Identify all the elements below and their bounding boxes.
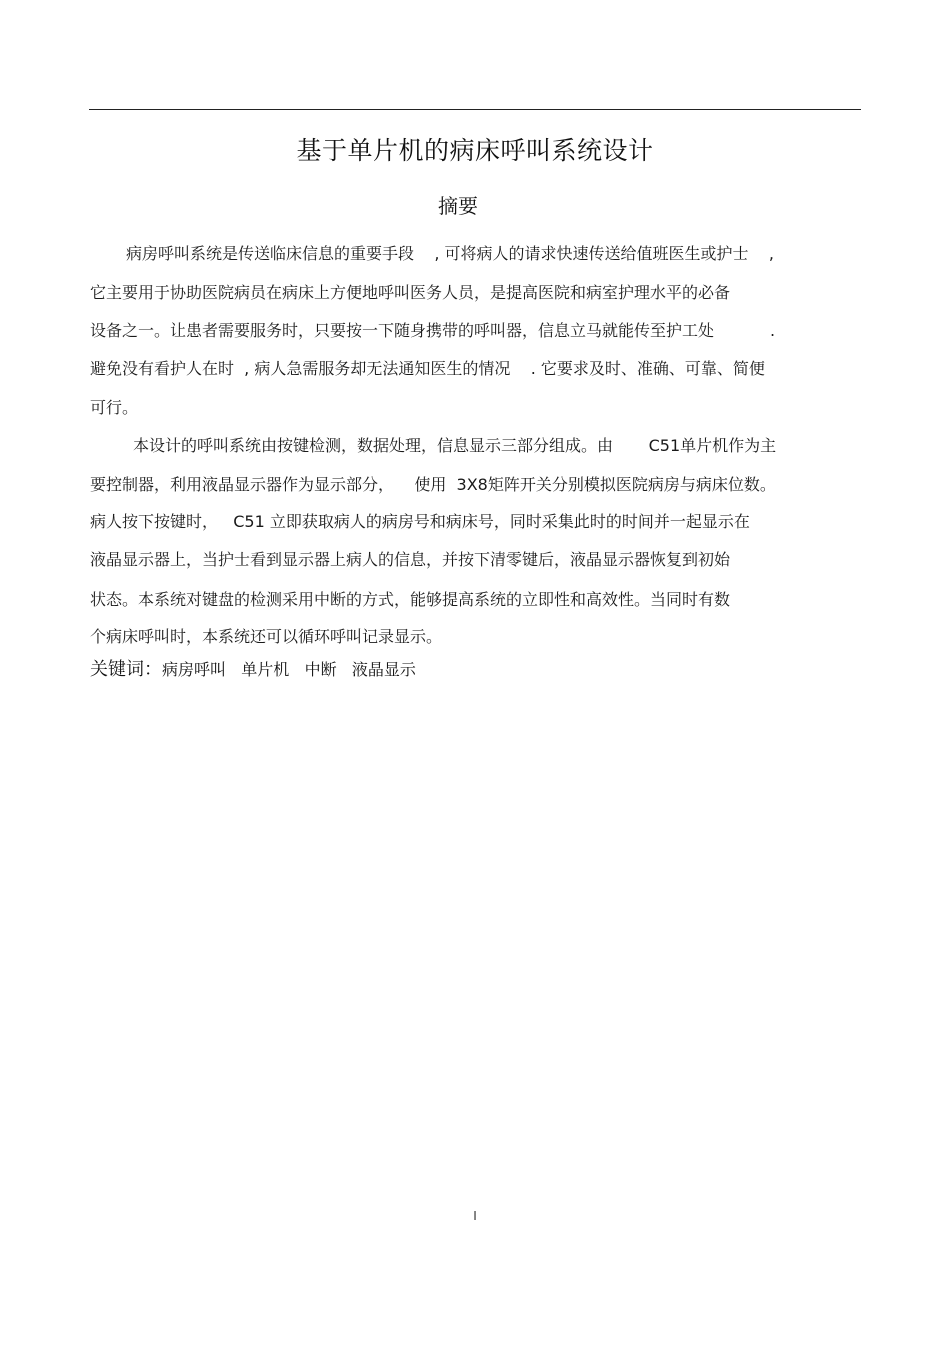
keyword: 病房呼叫 <box>162 660 227 679</box>
paragraph-line: 设备之一。让患者需要服务时，只要按一下随身携带的呼叫器，信息立马就能传至护工处 . <box>90 321 776 340</box>
keywords-label: 关键词： <box>90 659 162 680</box>
keyword: 中断 <box>304 660 337 679</box>
keyword: 液晶显示 <box>351 660 416 679</box>
paragraph-line: 病人按下按键时， C51 立即获取病人的病房号和病床号，同时采集此时的时间并一起显示在 <box>90 512 750 531</box>
header-rule <box>89 109 861 110</box>
paragraph-line: 可行。 <box>90 398 139 417</box>
paragraph-line: 状态。本系统对键盘的检测采用中断的方式，能够提高系统的立即性和高效性。当同时有数 <box>90 590 731 609</box>
document-title: 基于单片机的病床呼叫系统设计 <box>296 136 654 165</box>
paragraph-line: 本设计的呼叫系统由按键检测，数据处理，信息显示三部分组成。由 C51单片机作为主 <box>133 436 777 455</box>
paragraph-line: 病房呼叫系统是传送临床信息的重要手段 , 可将病人的请求快速传送给值班医生或护士 , <box>126 244 774 263</box>
keyword: 单片机 <box>241 660 290 679</box>
paragraph-line: 它主要用于协助医院病员在病床上方便地呼叫医务人员，是提高医院和病室护理水平的必备 <box>90 283 731 302</box>
page-number: I <box>473 1209 477 1223</box>
keywords-line <box>90 657 416 683</box>
paragraph-line: 避免没有看护人在时 , 病人急需服务却无法通知医生的情况 . 它要求及时、准确、可靠、简便 <box>90 359 765 378</box>
abstract-heading: 摘要 <box>438 194 478 218</box>
paragraph-line: 个病床呼叫时，本系统还可以循环呼叫记录显示。 <box>90 627 443 646</box>
paragraph-line: 要控制器，利用液晶显示器作为显示部分， 使用 3X8矩阵开关分别模拟医院病房与病床位数。 <box>90 475 776 494</box>
paragraph-line: 液晶显示器上，当护士看到显示器上病人的信息，并按下清零键后，液晶显示器恢复到初始 <box>90 550 731 569</box>
